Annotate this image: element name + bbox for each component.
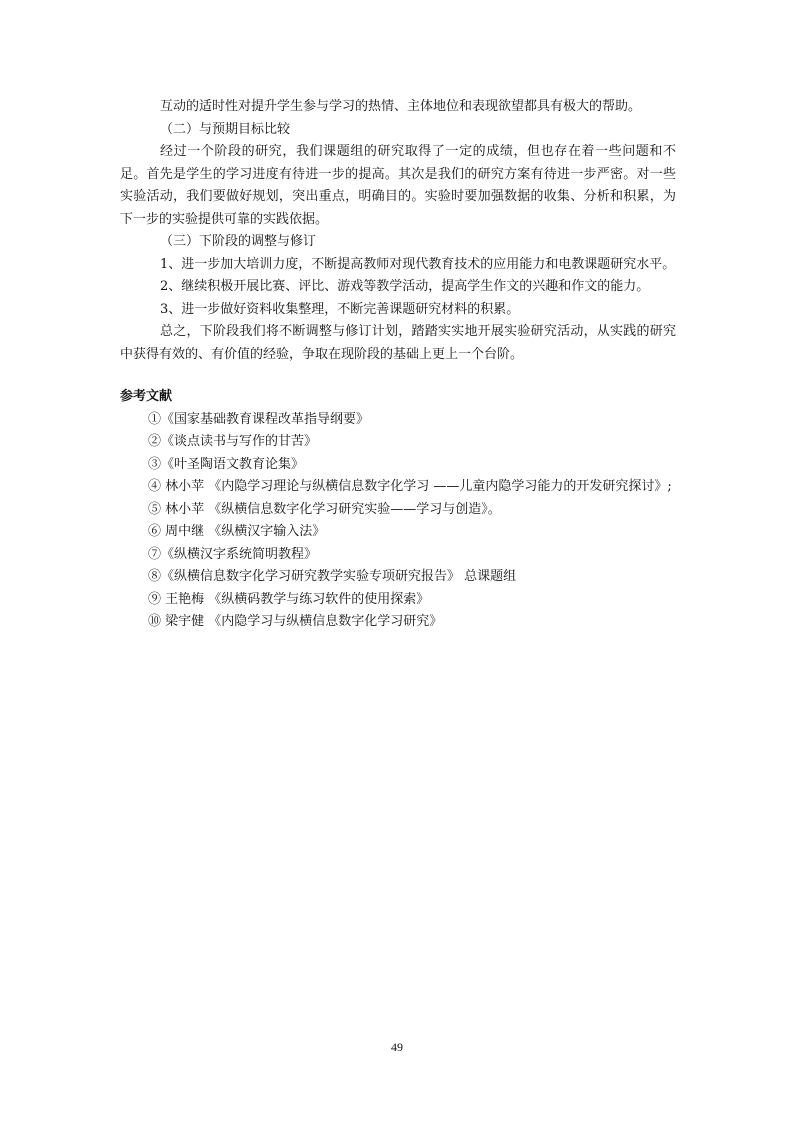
reference-item: ⑥ 周中继 《纵横汉字输入法》 [148,524,326,539]
section-heading-3: （三）下阶段的调整与修订 [160,234,317,249]
body-text [120,96,676,366]
reference-item: ⑩ 梁宇健 《内隐学习与纵横信息数字化学习研究》 [148,614,443,629]
references-section [120,386,676,634]
paragraph-continuation: 互动的适时性对提升学生参与学习的热情、主体地位和表现欲望都具有极大的帮助。 [160,99,642,114]
reference-item: ④ 林小苹 《内隐学习理论与纵横信息数字化学习 ——儿童内隐学习能力的开发研究探讨》; [148,479,672,494]
references-heading: 参考文献 [120,389,173,404]
reference-item: ⑤ 林小苹 《纵横信息数字化学习研究实验——学习与创造》。 [148,501,501,517]
reference-item: ⑧《纵横信息数字化学习研究教学实验专项研究报告》 总课题组 [148,569,517,584]
list-item-1: 1、进一步加大培训力度，不断提高教师对现代教育技术的应用能力和电教课题研究水平。 [160,256,676,272]
reference-item: ③《叶圣陶语文教育论集》 [148,456,305,472]
paragraph-conclusion: 总之，下阶段我们将不断调整与修订计划，踏踏实实地开展实验研究活动，从实践的研究中获得有效的、有价值的经验，争取在现阶段的基础上更上一个台阶。 [120,324,676,362]
page-number: 49 [391,1040,403,1054]
reference-item: ⑨ 王艳梅 《纵横码教学与练习软件的使用探索》 [148,591,430,607]
paragraph-comparison: 经过一个阶段的研究，我们课题组的研究取得了一定的成绩，但也存在着一些问题和不足。首先是学生的学习进度有待进一步的提高。其次是我们的研究方案有待进一步严密。对一些实验活动，我们要做好规划，突出重点，明确目的。实验时要加强数据的收集、分析和积累，为下一步的实验提供可靠的实践依据。 [120,144,676,227]
list-item-3: 3、进一步做好资料收集整理，不断完善课题研究材料的积累。 [160,301,520,317]
reference-item: ⑦《纵横汉字系统简明教程》 [148,546,318,562]
reference-item: ①《国家基础教育课程改革指导纲要》 [148,411,370,427]
list-item-2: 2、继续积极开展比赛、评比、游戏等教学活动，提高学生作文的兴趣和作文的能力。 [160,279,650,294]
reference-item: ②《谈点读书与写作的甘苦》 [148,434,318,449]
section-heading-2: （二）与预期目标比较 [160,121,291,137]
